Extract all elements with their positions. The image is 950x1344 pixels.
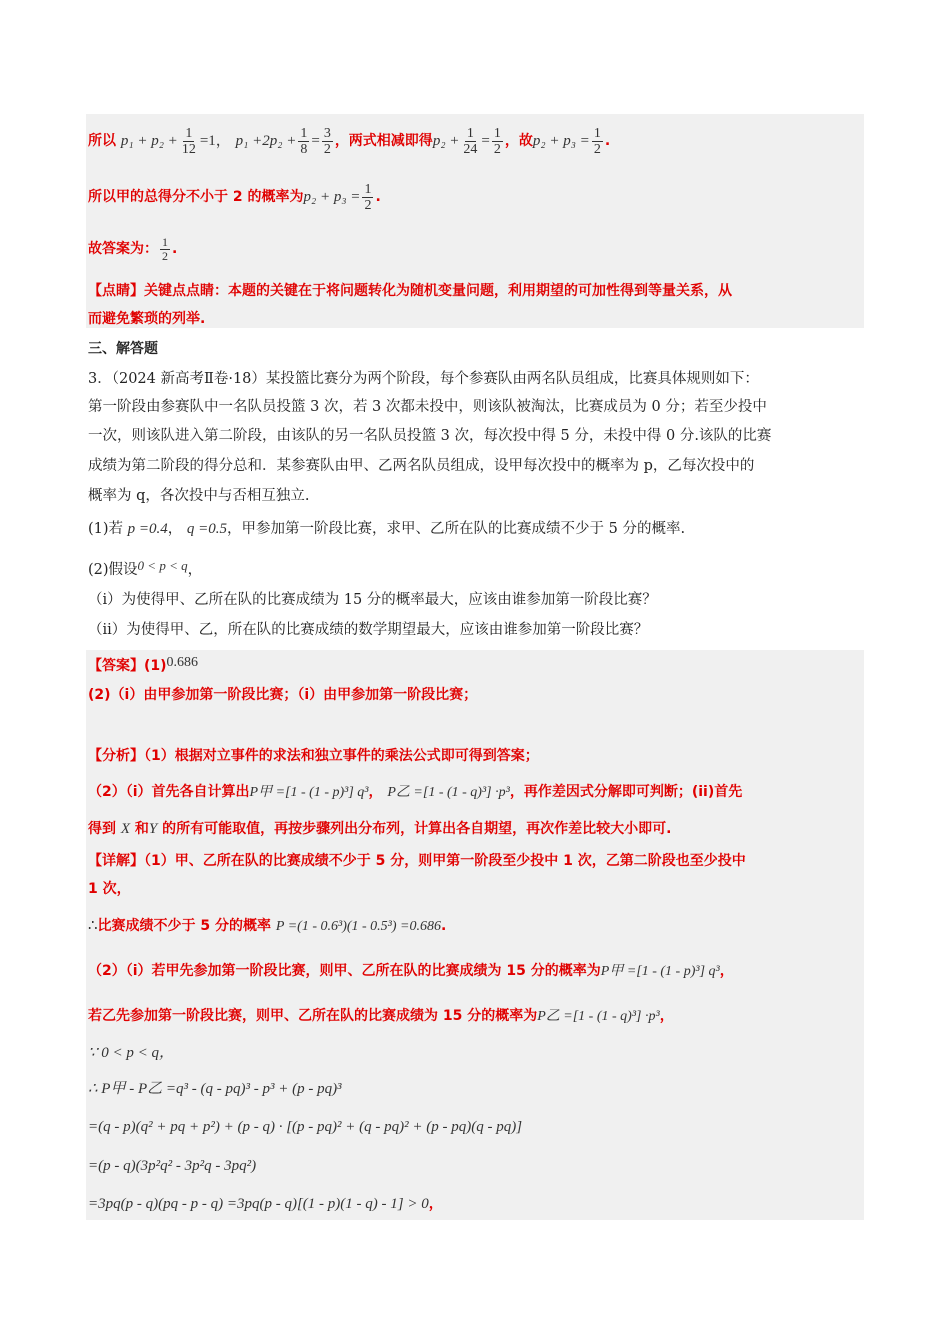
question-1: (1)若 p =0.4， q =0.5，甲参加第一阶段比赛，求甲、乙所在队的比赛成绩不少于 5 分的概率.: [88, 521, 686, 537]
detail-line-1: 【详解】（1）甲、乙所在队的比赛成绩不少于 5 分，则甲第一阶段至少投中 1 次，乙第二阶段也至少投中: [88, 853, 746, 869]
problem-line-3: 一次，则该队进入第二阶段，由该队的另一名队员投篮 3 次，每次投中得 5 分，未投中得 0 分.该队的比赛: [88, 428, 772, 444]
detail-line-8: =(q - p)(q² + pq + p²) + (p - q) · [(p - pq)² + (q - pq)² + (p - pq)(q - pq)]: [88, 1119, 523, 1135]
solution-line-3: 故答案为： $\frac{1}{2}$ .: [88, 234, 178, 263]
analysis-line-3: 得到 X 和Y 的所有可能取值，再按步骤列出分布列，计算出各自期望，再次作差比较大小即可.: [88, 821, 672, 837]
detail-line-5: 若乙先参加第一阶段比赛，则甲、乙所在队的比赛成绩为 15 分的概率为P乙 =[1 - (1 - q)³] ·p³，: [88, 1008, 674, 1024]
key-point-line-1: 【点睛】关键点点睛：本题的关键在于将问题转化为随机变量问题，利用期望的可加性得到等量关系，从: [88, 283, 732, 299]
analysis-line-2: （2）（i）首先各自计算出P甲 =[1 - (1 - p)³] q³， P乙 =[1 - (1 - q)³] ·p³，再作差因式分解即可判断；(ii)首先: [88, 784, 743, 800]
solution-line-1: 所以 p₁ + p₂ + $\frac{1}{12}$ =1， p₁ +2p₂ + $\frac{1}{8}$ = $\frac{3}{2}$ ，两式相减即得p₂ + $\frac{1}{24}$ = $\frac{1}{2}$ ，故p₂ + p₃ = $\frac{1}{2}$ .: [88, 125, 611, 157]
problem-line-2: 第一阶段由参赛队中一名队员投篮 3 次，若 3 次都未投中，则该队被淘汰，比赛成员为 0 分；若至少投中: [88, 399, 767, 415]
problem-line-5: 概率为 q，各次投中与否相互独立.: [88, 488, 310, 504]
problem-line-4: 成绩为第二阶段的得分总和．某参赛队由甲、乙两名队员组成，设甲每次投中的概率为 p，乙每次投中的: [88, 458, 755, 474]
question-2: (2)假设0 < p < q，: [88, 558, 203, 578]
section-title: 三、解答题: [88, 341, 158, 357]
detail-line-9: =(p - q)(3p²q² - 3p²q - 3pq²): [88, 1158, 257, 1174]
detail-line-2: 1 次，: [88, 881, 131, 897]
answer-line-2: (2)（i）由甲参加第一阶段比赛；（i）由甲参加第一阶段比赛；: [88, 687, 478, 703]
solution-line-2: 所以甲的总得分不小于 2 的概率为p₂ + p₃ = $\frac{1}{2}$ .: [88, 181, 381, 213]
answer-line-1: 【答案】(1)0.686: [88, 655, 199, 674]
detail-line-10: =3pq(p - q)(pq - p - q) =3pq(p - q)[(1 - p)(1 - q) - 1] > 0，: [88, 1196, 443, 1212]
problem-line-1: 3．（2024 新高考Ⅱ卷·18）某投篮比赛分为两个阶段，每个参赛队由两名队员组成，比赛具体规则如下：: [88, 371, 759, 387]
detail-line-6: ∵ 0 < p < q，: [88, 1045, 175, 1061]
question-2-ii: （ii）为使得甲、乙，所在队的比赛成绩的数学期望最大，应该由谁参加第一阶段比赛？: [88, 622, 649, 638]
key-point-line-2: 而避免繁琐的列举.: [88, 311, 206, 327]
detail-line-7: ∴ P甲 - P乙 =q³ - (q - pq)³ - p³ + (p - pq)³: [88, 1081, 342, 1097]
detail-line-3: ∴比赛成绩不少于 5 分的概率 P =(1 - 0.6³)(1 - 0.5³) =0.686.: [88, 918, 447, 934]
question-2-i: （i）为使得甲、乙所在队的比赛成绩为 15 分的概率最大，应该由谁参加第一阶段比赛？: [88, 592, 657, 608]
detail-line-4: （2）（i）若甲先参加第一阶段比赛，则甲、乙所在队的比赛成绩为 15 分的概率为P甲 =[1 - (1 - p)³] q³，: [88, 963, 734, 979]
analysis-line-1: 【分析】（1）根据对立事件的求法和独立事件的乘法公式即可得到答案；: [88, 748, 539, 764]
